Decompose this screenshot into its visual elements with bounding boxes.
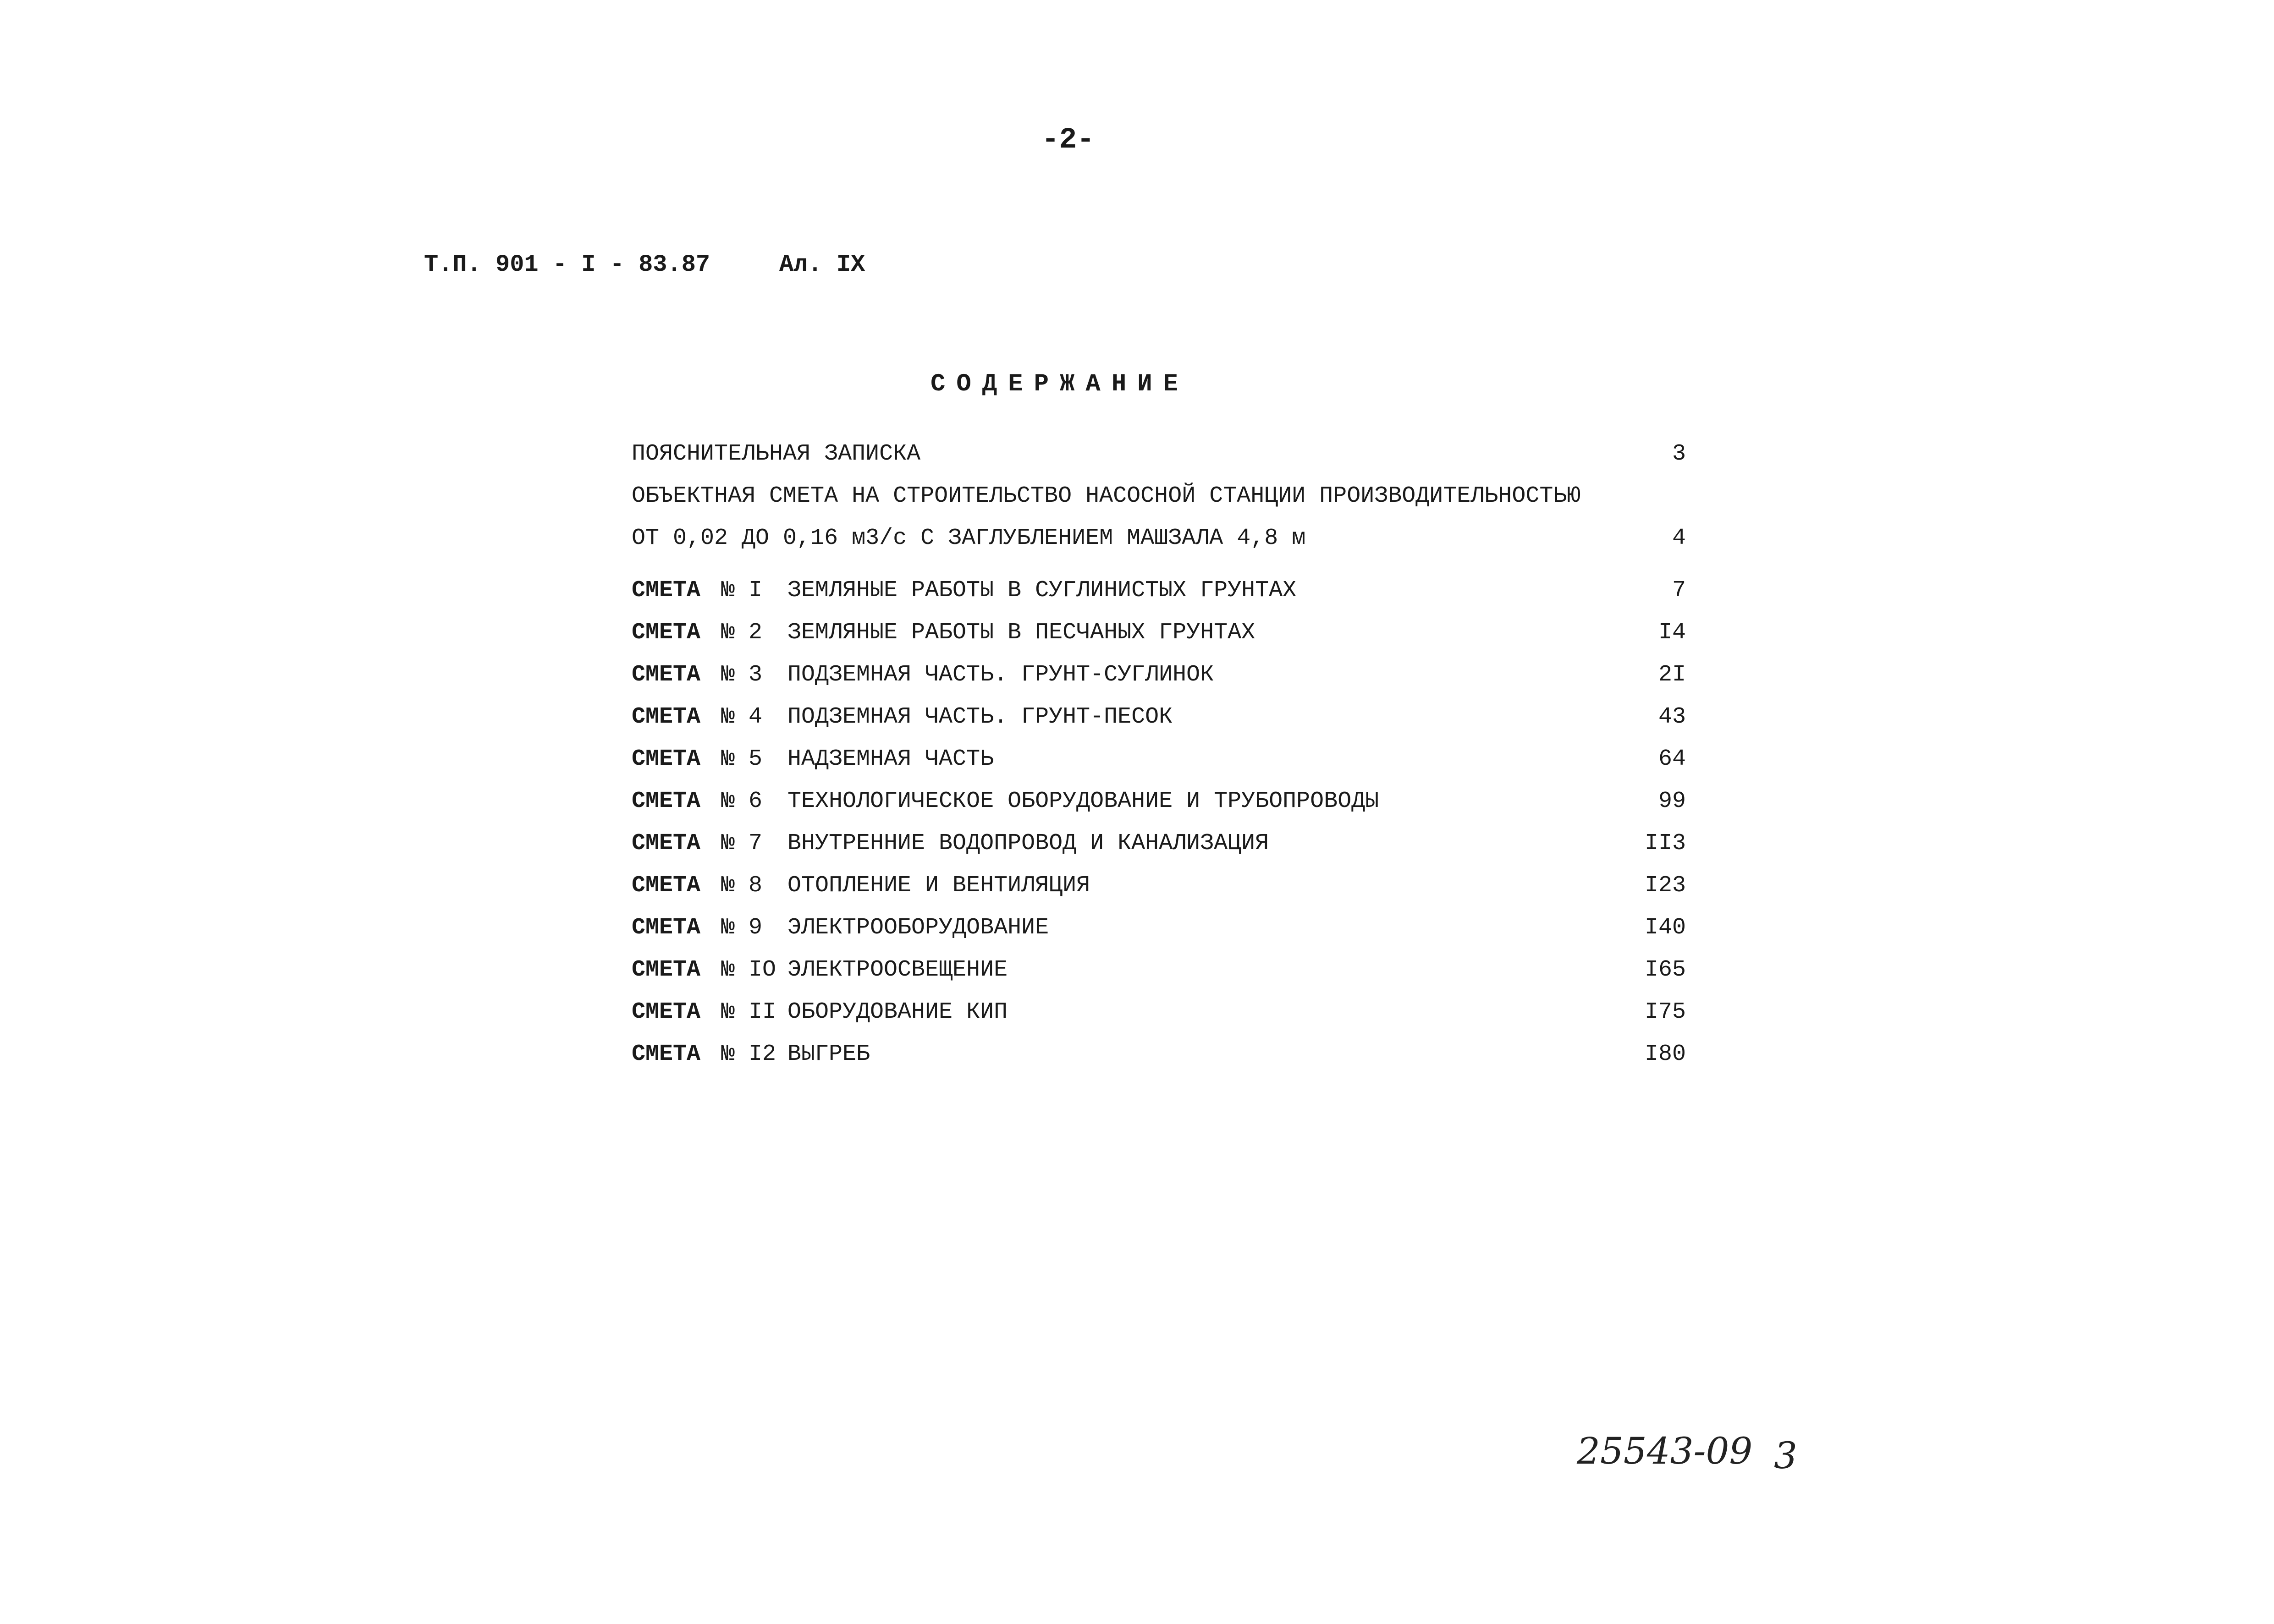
toc-row-label: СМЕТА xyxy=(632,746,701,772)
toc-row-title: ЭЛЕКТРООСВЕЩЕНИЕ xyxy=(787,957,1008,983)
toc-row-page: I23 xyxy=(1644,872,1686,899)
toc-row-smeta xyxy=(632,654,1686,696)
toc-row-smeta xyxy=(632,949,1686,991)
album-number: Ал. IX xyxy=(779,251,865,278)
archive-stamp-code: 25543-09 xyxy=(1577,1430,1753,1472)
toc-row-title: ЭЛЕКТРООБОРУДОВАНИЕ xyxy=(787,915,1049,941)
toc-row-page: I40 xyxy=(1644,915,1686,941)
toc-row-number: № 7 xyxy=(721,830,763,856)
toc-row-label: СМЕТА xyxy=(632,662,701,688)
toc-row-smeta xyxy=(632,738,1686,780)
toc-row-object-estimate-line1 xyxy=(632,475,1686,517)
toc-row-number: № 5 xyxy=(721,746,763,772)
toc-row-title: НАДЗЕМНАЯ ЧАСТЬ xyxy=(787,746,994,772)
toc-row-object-estimate-line2 xyxy=(632,517,1686,560)
toc-row-number: № 8 xyxy=(721,872,763,899)
toc-row-title: ВЫГРЕБ xyxy=(787,1041,870,1067)
toc-row-page: I4 xyxy=(1658,620,1686,646)
toc-row-title: ОТОПЛЕНИЕ И ВЕНТИЛЯЦИЯ xyxy=(787,872,1090,899)
toc-row-number: № 2 xyxy=(721,620,763,646)
toc-row-label: СМЕТА xyxy=(632,999,701,1025)
toc-row-smeta xyxy=(632,696,1686,738)
toc-row-page: 3 xyxy=(1672,441,1686,467)
toc-row-label: СМЕТА xyxy=(632,577,701,604)
toc-row-label: СМЕТА xyxy=(632,830,701,856)
page-number: -2- xyxy=(1041,124,1095,157)
toc-title: СОДЕРЖАНИЕ xyxy=(931,370,1189,398)
toc-row-label: СМЕТА xyxy=(632,872,701,899)
toc-row-label: СМЕТА xyxy=(632,1041,701,1067)
toc-row-smeta xyxy=(632,612,1686,654)
toc-row-number: № 6 xyxy=(721,788,763,814)
toc-row-smeta xyxy=(632,570,1686,612)
toc-row-page: 2I xyxy=(1658,662,1686,688)
toc-row-page: I75 xyxy=(1644,999,1686,1025)
toc-row-page: II3 xyxy=(1644,830,1686,856)
toc-row-smeta xyxy=(632,907,1686,949)
toc-row-intro xyxy=(632,433,1686,475)
toc-row-title: ОТ 0,02 ДО 0,16 м3/с С ЗАГЛУБЛЕНИЕМ МАШЗАЛА 4,8 м xyxy=(632,525,1306,551)
toc-row-smeta xyxy=(632,865,1686,907)
toc-row-title: ПОДЗЕМНАЯ ЧАСТЬ. ГРУНТ-ПЕСОК xyxy=(787,704,1173,730)
toc-row-title: ОБЪЕКТНАЯ СМЕТА НА СТРОИТЕЛЬСТВО НАСОСНОЙ СТАНЦИИ ПРОИЗВОДИТЕЛЬНОСТЬЮ xyxy=(632,483,1581,509)
toc-row-title: ПОДЗЕМНАЯ ЧАСТЬ. ГРУНТ-СУГЛИНОК xyxy=(787,662,1214,688)
toc-row-label: СМЕТА xyxy=(632,957,701,983)
toc-row-number: № I2 xyxy=(721,1041,776,1067)
toc-row-title: ПОЯСНИТЕЛЬНАЯ ЗАПИСКА xyxy=(632,441,921,467)
toc-row-title: ЗЕМЛЯНЫЕ РАБОТЫ В ПЕСЧАНЫХ ГРУНТАХ xyxy=(787,620,1255,646)
toc-row-title: ЗЕМЛЯНЫЕ РАБОТЫ В СУГЛИНИСТЫХ ГРУНТАХ xyxy=(787,577,1297,604)
toc-row-number: № IO xyxy=(721,957,776,983)
table-of-contents xyxy=(632,433,1686,1075)
toc-row-number: № 3 xyxy=(721,662,763,688)
toc-row-page: 43 xyxy=(1658,704,1686,730)
toc-row-label: СМЕТА xyxy=(632,704,701,730)
toc-row-label: СМЕТА xyxy=(632,915,701,941)
toc-row-number: № 9 xyxy=(721,915,763,941)
toc-row-smeta xyxy=(632,991,1686,1033)
toc-row-page: I80 xyxy=(1644,1041,1686,1067)
toc-row-page: I65 xyxy=(1644,957,1686,983)
toc-row-smeta xyxy=(632,1033,1686,1075)
toc-row-page: 64 xyxy=(1658,746,1686,772)
document-code: Т.П. 901 - I - 83.87 xyxy=(424,251,710,278)
toc-row-label: СМЕТА xyxy=(632,788,701,814)
toc-row-title: ВНУТРЕННИЕ ВОДОПРОВОД И КАНАЛИЗАЦИЯ xyxy=(787,830,1269,856)
toc-row-label: СМЕТА xyxy=(632,620,701,646)
toc-row-number: № 4 xyxy=(721,704,763,730)
toc-row-page: 7 xyxy=(1672,577,1686,604)
toc-row-title: ТЕХНОЛОГИЧЕСКОЕ ОБОРУДОВАНИЕ И ТРУБОПРОВОДЫ xyxy=(787,788,1379,814)
toc-row-smeta xyxy=(632,780,1686,823)
archive-stamp-page: 3 xyxy=(1774,1434,1797,1477)
toc-row-number: № II xyxy=(721,999,776,1025)
toc-row-page: 4 xyxy=(1672,525,1686,551)
toc-row-title: ОБОРУДОВАНИЕ КИП xyxy=(787,999,1008,1025)
toc-row-smeta xyxy=(632,823,1686,865)
toc-row-number: № I xyxy=(721,577,763,604)
toc-row-page: 99 xyxy=(1658,788,1686,814)
